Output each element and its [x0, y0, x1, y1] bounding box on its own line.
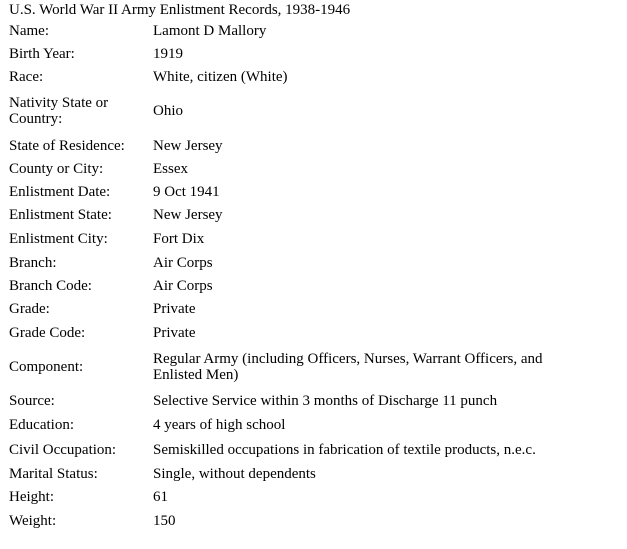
field-label: Name: [9, 22, 49, 39]
field-value: Fort Dix [153, 230, 205, 247]
field-label: County or City: [9, 160, 104, 177]
field-value: Air Corps [153, 277, 213, 294]
field-label: Branch Code: [9, 277, 92, 294]
field-value: Regular Army (including Officers, Nurses, Warrant Officers, and Enlisted Men) [153, 351, 543, 383]
field-label: Education: [9, 416, 74, 433]
record-row-county-or-city [0, 157, 627, 180]
record-row-weight [0, 508, 627, 533]
field-value: New Jersey [153, 206, 223, 223]
record-row-civil-occupation [0, 437, 627, 462]
field-value: Single, without dependents [153, 465, 316, 482]
record-row-grade [0, 297, 627, 320]
field-label: Nativity State or Country: [9, 95, 109, 127]
record-row-education [0, 412, 627, 437]
record-row-enlistment-city [0, 226, 627, 251]
record-row-marital-status [0, 462, 627, 485]
field-value: Lamont D Mallory [153, 22, 267, 39]
field-label: Grade Code: [9, 324, 86, 341]
record-row-enlistment-date [0, 180, 627, 203]
field-label: Enlistment City: [9, 230, 108, 247]
record-row-branch [0, 251, 627, 274]
field-value: New Jersey [153, 137, 223, 154]
record-row-branch-code [0, 274, 627, 297]
field-label: Enlistment Date: [9, 183, 111, 200]
record-row-source [0, 389, 627, 412]
field-value: 4 years of high school [153, 416, 286, 433]
field-label: Birth Year: [9, 45, 75, 62]
field-value: Air Corps [153, 254, 213, 271]
field-label: Source: [9, 392, 55, 409]
record-row-race [0, 65, 627, 88]
field-label: Component: [9, 359, 84, 375]
record-title: U.S. World War II Army Enlistment Records, 1938-1946 [9, 2, 351, 18]
field-value: 150 [153, 512, 176, 529]
field-value: Private [153, 324, 196, 341]
field-value: 1919 [153, 45, 183, 62]
record-row-nativity [0, 88, 627, 134]
field-label: Branch: [9, 254, 57, 271]
field-label: Enlistment State: [9, 206, 112, 223]
field-label: Height: [9, 488, 54, 505]
record-row-state-of-residence [0, 134, 627, 157]
field-value: Semiskilled occupations in fabrication of textile products, n.e.c. [153, 441, 536, 458]
field-value: 61 [153, 488, 168, 505]
record-row-name [0, 19, 627, 42]
field-value: Essex [153, 160, 188, 177]
field-label: Marital Status: [9, 465, 98, 482]
field-label: Civil Occupation: [9, 441, 117, 458]
record-row-height [0, 485, 627, 508]
field-value: Selective Service within 3 months of Discharge 11 punch [153, 392, 498, 409]
field-label: Grade: [9, 300, 50, 317]
field-label: Weight: [9, 512, 57, 529]
record-row-birth-year [0, 42, 627, 65]
record-row-component [0, 345, 627, 389]
field-value: 9 Oct 1941 [153, 183, 220, 200]
field-label: Race: [9, 68, 44, 85]
record-table [0, 19, 627, 533]
record-row-grade-code [0, 320, 627, 345]
field-value: White, citizen (White) [153, 68, 288, 85]
field-label: State of Residence: [9, 137, 125, 154]
field-value: Ohio [153, 103, 183, 119]
field-value: Private [153, 300, 196, 317]
record-row-enlistment-state [0, 203, 627, 226]
